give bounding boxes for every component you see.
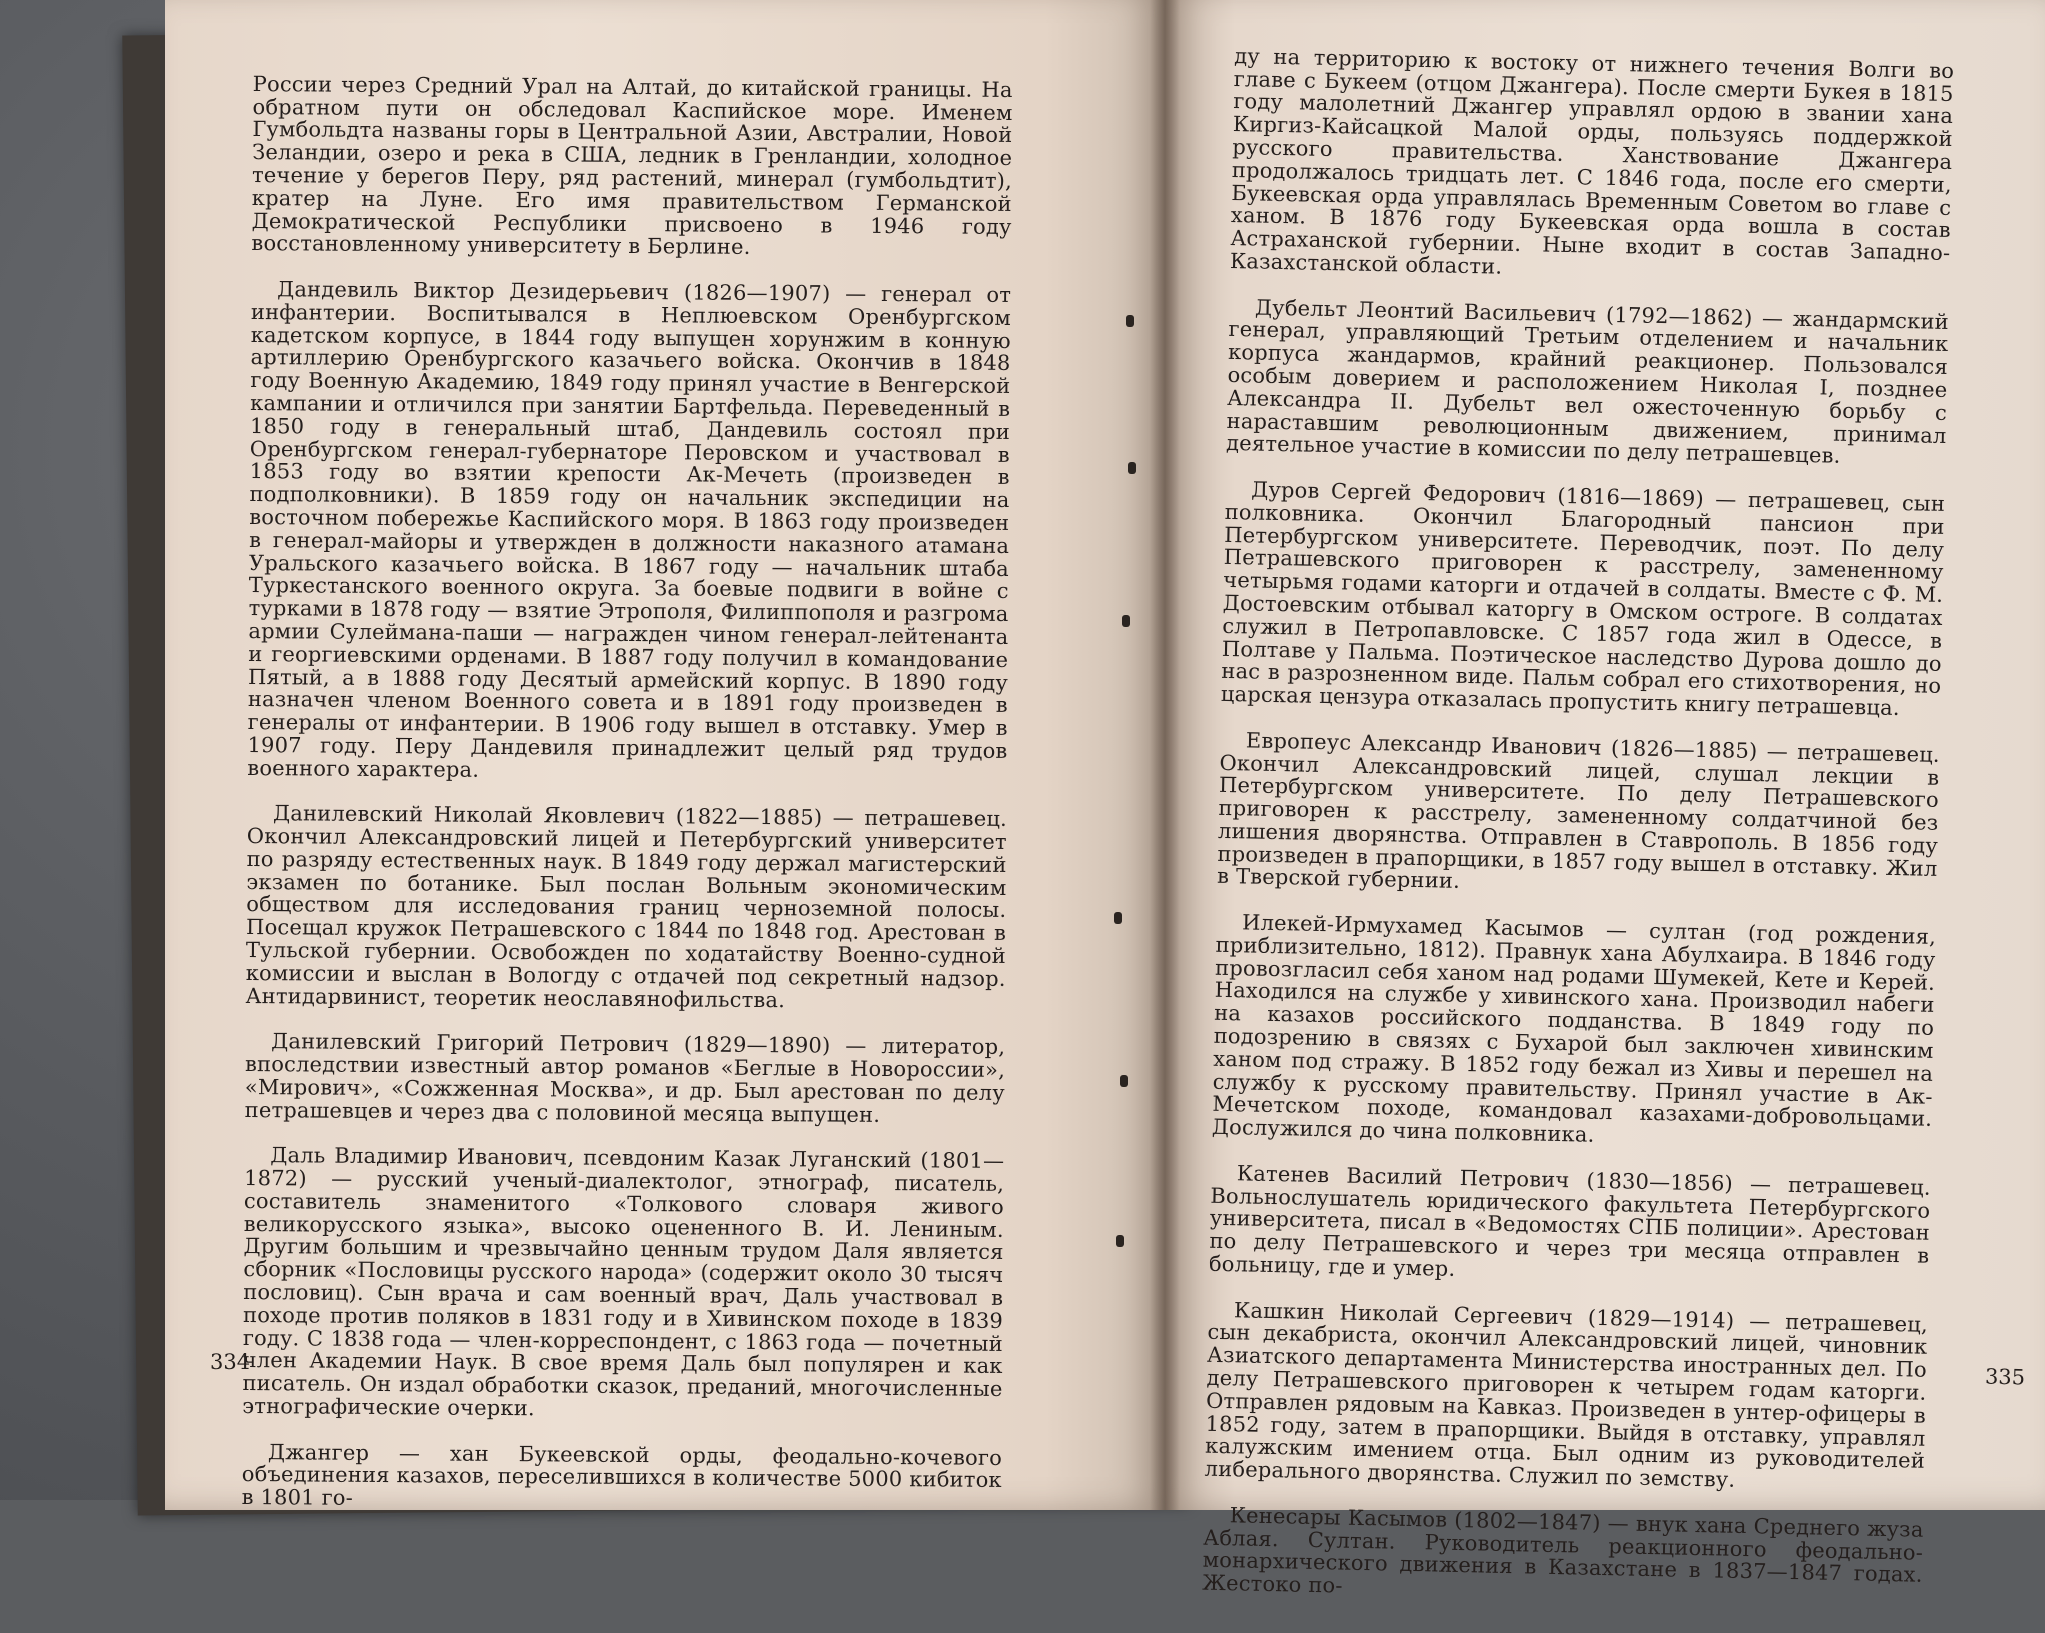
entry-dzhanger: Джангер — хан Букеевской орды, феодально-кочевого объединения казахов, переселившихся в количестве 5000 кибиток в 1801 го- bbox=[241, 1439, 1003, 1511]
open-book bbox=[30, 0, 2026, 1598]
binding-stitch bbox=[1114, 912, 1122, 924]
entry-katenev: Катенев Василий Петрович (1830—1856) — петрашевец. Вольнослушатель юридического факультета Петербургского университета, писал в «Ведомостях СПБ полиции». Арестован по делу Петрашевского и через три месяца отправлен в больницу, где и умер. bbox=[1208, 1161, 1931, 1281]
entry-durov: Дуров Сергей Федорович (1816—1869) — петрашевец, сын полковника. Окончил Благородный пансион при Петербургском университете. Переводчик, поэт. По делу Петрашевского приговорен к расстрелу, замененному четырьмя годами каторги и отдачей в солдаты. Вместе с Ф. М. Достоевским отбывал каторгу в Омском остроге. В солдатах служил в Петропавловске. С 1857 года жил в Одессе, в Полтаве у Пальма. Поэтическое наследство Дурова дошло до нас в разрозненном виде. Пальм собрал его стихотворения, но царская цензура отказалась пропустить книгу петрашевца. bbox=[1220, 477, 1946, 721]
binding-stitch bbox=[1128, 462, 1136, 474]
entry-dandevil: Дандевиль Виктор Дезидерьевич (1826—1907) — генерал от инфантерии. Воспитывался в Неплюевском Оренбургском кадетском корпусе, в 1844 году выпущен хорунжим в конную артиллерию Оренбургского казачьего войска. Окончив в 1848 году Военную Академию, 1849 году принял участие в Венгерской кампании и отличился при занятии Бартфельда. Переведенный в 1850 году в генеральный штаб, Дандевиль состоял при Оренбургском генерал-губернаторе Перовском и участвовал в 1853 году во взятии крепости Ак-Мечеть (произведен в подполковники). В 1859 году он начальник экспедиции на восточном побережье Каспийского моря. В 1863 году произведен в генерал-майоры и утвержден в должности наказного атамана Уральского казачьего войска. В 1867 году — начальник штаба Туркестанского военного округа. За боевые подвиги в войне с турками в 1878 году — взятие Этрополя, Филиппополя и разгрома армии Сулеймана-паши — награжден чином генерал-лейтенанта и георгиевскими орденами. В 1887 году получил в командование Пятый, а в 1888 году Десятый армейский корпус. В 1890 году назначен членом Военного совета и в 1891 году произведен в генералы от инфантерии. В 1906 году вышел в отставку. Умер в 1907 году. Перу Дандевиля принадлежит целый ряд трудов военного характера. bbox=[247, 277, 1012, 782]
left-page-text bbox=[241, 50, 1013, 1538]
right-paragraph-1: ду на территорию к востоку от нижнего течения Волги во главе с Букеем (отцом Джангера). После смерти Букея в 1815 году малолетний Джангер управлял ордою в звании хана Киргиз-Кайсацкой Малой орды, пользуясь поддержкой русского правительства. Ханствование Джангера продолжалось тридцать лет. С 1846 года, после его смерти, Букеевская орда управлялась Временным Советом во главе с ханом. В 1876 году Букеевская орда вошла в состав Астраханской губернии. Ныне входит в состав Западно-Казахстанской области. bbox=[1229, 43, 1955, 279]
entry-dubelt: Дубельт Леонтий Васильевич (1792—1862) — жандармский генерал, управляющий Третьим отделением и начальник корпуса жандармов, крайний реакционер. Пользовался особым доверием и расположением Николая I, позднее Александра II. Дубельт вел ожесточенную борьбу с нараставшим революционным движением, принимал деятельное участие в комиссии по делу петрашевцев. bbox=[1225, 295, 1950, 469]
entry-evropeus: Европеус Александр Иванович (1826—1885) — петрашевец. Окончил Александровский лицей, слушал лекции в Петербургском университете. По делу Петрашевского приговорен к расстрелу, замененному солдатчиной без лишения дворянства. Отправлен в Ставрополь. В 1856 году произведен в прапорщики, в 1857 году вышел в отставку. Жил в Тверской губернии. bbox=[1216, 728, 1941, 894]
entry-dal: Даль Владимир Иванович, псевдоним Казак Луганский (1801—1872) — русский ученый-диалектолог, этнограф, писатель, составитель знаменитого «Толкового словаря живого великорусского языка», высоко оцененного В. И. Лениным. Другим большим и чрезвычайно ценным трудом Даля является сборник «Пословицы русского народа» (содержит около 30 тысяч пословиц). Сын врача и сам военный врач, Даль участвовал в походе против поляков в 1831 году и в Хивинском походе в 1839 году. С 1838 года — член-корреспондент, с 1863 года — почетный член Академии Наук. В свое время Даль был популярен и как писатель. Он издал обработки сказок, преданий, многочисленные этнографические очерки. bbox=[242, 1143, 1005, 1421]
left-page-number: 334 bbox=[210, 1350, 251, 1374]
right-page-number: 335 bbox=[1984, 1364, 2026, 1390]
binding-stitch bbox=[1120, 1075, 1128, 1087]
binding-stitch bbox=[1122, 615, 1130, 627]
binding-stitch bbox=[1126, 315, 1134, 327]
book-gutter bbox=[1150, 0, 1180, 1510]
left-paragraph-1: России через Средний Урал на Алтай, до китайской границы. На обратном пути он обследовал Каспийское море. Именем Гумбольдта названы горы в Центральной Азии, Австралии, Новой Зеландии, озеро и река в США, ледник в Гренландии, холодное течение у берегов Перу, ряд растений, минерал (гумбольдтит), кратер на Луне. Его имя правительством Германской Демократической Республики присвоено в 1946 году восстановленному университету в Берлине. bbox=[251, 71, 1013, 260]
entry-kashkin: Кашкин Николай Сергеевич (1829—1914) — петрашевец, сын декабриста, окончил Александровский лицей, чиновник Азиатского департамента Министерства иностранных дел. По делу Петрашевского приговорен к четырем годам каторги. Отправлен рядовым на Кавказ. Произведен в унтер-офицеры в 1852 году, затем в прапорщики. Выйдя в отставку, управлял калужским имением отца. Был одним из руководителей либерального дворянства. Служил по земству. bbox=[1204, 1297, 1929, 1492]
right-page bbox=[1165, 0, 2045, 1598]
right-page-text bbox=[1202, 22, 1955, 1633]
entry-ilekei: Илекей-Ирмухамед Касымов — султан (год рождения, приблизительно, 1812). Правнук хана Абулхаира. В 1846 году провозгласил себя ханом над родами Шумекей, Кете и Керей. Находился на службе у хивинского хана. Производил набеги на казахов российского подданства. В 1849 году по подозрению в связях с Бухарой был заключен хивинским ханом под стражу. В 1852 году бежал из Хивы и перешел на службу к русскому правительству. Принял участие в Ак-Мечетском походе, командовал казахами-добровольцами. Дослужился до чина полковника. bbox=[1211, 910, 1937, 1148]
left-page bbox=[165, 0, 1165, 1510]
entry-danilevsky-grigory: Данилевский Григорий Петрович (1829—1890) — литератор, впоследствии известный автор романов «Беглые в Новороссии», «Мирович», «Сожженная Москва», и др. Был арестован по делу петрашевцев и через два с половиной месяца выпущен. bbox=[244, 1029, 1006, 1127]
entry-danilevsky-nikolai: Данилевский Николай Яковлевич (1822—1885) — петрашевец. Окончил Александровский лицей и Петербургский университет по разряду естественных наук. В 1849 году держал магистерский экзамен по ботанике. Был послан Вольным экономическим обществом для исследования границ черноземной полосы. Посещал кружок Петрашевского с 1844 по 1848 год. Арестован в Тульской губернии. Освобожден по ходатайству Военно-судной комиссии и выслан в Вологду с отдачей под секретный надзор. Антидарвинист, теоретик неославянофильства. bbox=[245, 801, 1008, 1012]
binding-stitch bbox=[1116, 1235, 1124, 1247]
entry-kenesary: Кенесары Касымов (1802—1847) — внук хана Среднего жуза Аблая. Султан. Руководитель реакционного феодально-монархического движения в Казахстане в 1837—1847 годах. Жестоко по- bbox=[1202, 1503, 1924, 1598]
